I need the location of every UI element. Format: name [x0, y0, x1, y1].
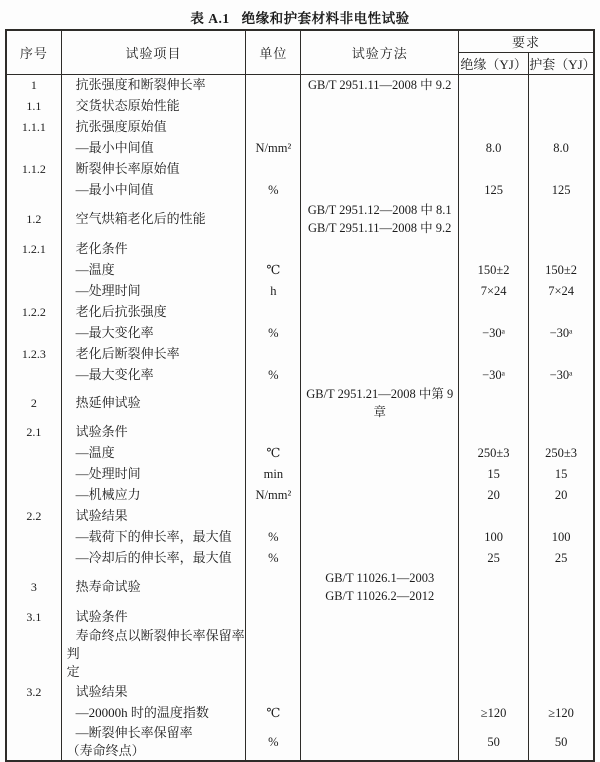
insulation-value-cell — [458, 606, 528, 627]
method-cell — [301, 627, 459, 681]
unit-cell: h — [246, 280, 301, 301]
sheath-value-cell: ≥120 — [529, 702, 594, 723]
unit-cell: % — [246, 526, 301, 547]
col-header-requirement: 要求 — [458, 30, 594, 52]
unit-cell — [246, 568, 301, 606]
unit-cell — [246, 627, 301, 681]
header-row-top — [6, 30, 594, 52]
method-cell — [301, 116, 459, 137]
table-row — [6, 606, 594, 627]
unit-cell: % — [246, 547, 301, 568]
unit-cell — [246, 421, 301, 442]
table-row — [6, 364, 594, 385]
sheath-value-cell: 8.0 — [529, 137, 594, 158]
item-cell: —冷却后的伸长率，最大值 — [61, 547, 246, 568]
item-cell: 空气烘箱老化后的性能 — [61, 200, 246, 238]
insulation-value-cell: 150±2 — [458, 259, 528, 280]
insulation-value-cell: 7×24 — [458, 280, 528, 301]
method-cell — [301, 95, 459, 116]
method-cell — [301, 343, 459, 364]
insulation-value-cell — [458, 627, 528, 681]
insulation-value-cell — [458, 568, 528, 606]
method-cell — [301, 301, 459, 322]
sheath-value-cell — [529, 385, 594, 421]
item-cell: 热延伸试验 — [61, 385, 246, 421]
table-row — [6, 343, 594, 364]
insulation-value-cell — [458, 505, 528, 526]
insulation-value-cell: 20 — [458, 484, 528, 505]
sheath-value-cell: 25 — [529, 547, 594, 568]
insulation-value-cell — [458, 385, 528, 421]
table-row — [6, 442, 594, 463]
row-no-cell — [6, 137, 61, 158]
unit-cell — [246, 116, 301, 137]
table-row — [6, 280, 594, 301]
sheath-value-cell — [529, 421, 594, 442]
insulation-value-cell — [458, 343, 528, 364]
table-row — [6, 116, 594, 137]
row-no-cell — [6, 322, 61, 343]
item-cell: 老化后断裂伸长率 — [61, 343, 246, 364]
sheath-value-cell — [529, 95, 594, 116]
insulation-value-cell — [458, 681, 528, 702]
sheath-value-cell — [529, 505, 594, 526]
col-header-sheath: 护套（YJ） — [529, 52, 594, 74]
item-cell: 老化条件 — [61, 238, 246, 259]
method-cell: GB/T 2951.12—2008 中 8.1 GB/T 2951.11—2008 中 9.2 — [301, 200, 459, 238]
item-cell: —机械应力 — [61, 484, 246, 505]
row-no-cell: 1.2.2 — [6, 301, 61, 322]
sheath-value-cell — [529, 74, 594, 95]
unit-cell — [246, 200, 301, 238]
row-no-cell: 1.2.3 — [6, 343, 61, 364]
method-cell — [301, 421, 459, 442]
unit-cell — [246, 681, 301, 702]
item-cell: —断裂伸长率保留率 （寿命终点） — [61, 723, 246, 761]
col-header-unit: 单位 — [246, 30, 301, 74]
row-no-cell: 3.2 — [6, 681, 61, 702]
table-row — [6, 568, 594, 606]
method-cell — [301, 463, 459, 484]
method-cell — [301, 505, 459, 526]
row-no-cell — [6, 484, 61, 505]
item-cell: 寿命终点以断裂伸长率保留率判 定 — [61, 627, 246, 681]
insulation-value-cell — [458, 95, 528, 116]
method-cell: GB/T 2951.21—2008 中第 9 章 — [301, 385, 459, 421]
unit-cell — [246, 301, 301, 322]
method-cell — [301, 137, 459, 158]
table-row — [6, 259, 594, 280]
insulation-value-cell: 125 — [458, 179, 528, 200]
table-row — [6, 484, 594, 505]
item-cell: —最小中间值 — [61, 137, 246, 158]
table-body — [6, 74, 594, 761]
method-cell — [301, 364, 459, 385]
table-row — [6, 179, 594, 200]
insulation-value-cell: 8.0 — [458, 137, 528, 158]
item-cell: —载荷下的伸长率，最大值 — [61, 526, 246, 547]
method-cell — [301, 158, 459, 179]
sheath-value-cell — [529, 238, 594, 259]
insulation-value-cell — [458, 200, 528, 238]
row-no-cell — [6, 702, 61, 723]
sheath-value-cell — [529, 606, 594, 627]
unit-cell — [246, 505, 301, 526]
item-cell: —最小中间值 — [61, 179, 246, 200]
table-row — [6, 301, 594, 322]
row-no-cell: 1.2.1 — [6, 238, 61, 259]
insulation-value-cell: −30ᵃ — [458, 322, 528, 343]
unit-cell — [246, 606, 301, 627]
non-electrical-test-table — [5, 29, 595, 762]
unit-cell — [246, 238, 301, 259]
item-cell: 抗张强度原始值 — [61, 116, 246, 137]
insulation-value-cell: 100 — [458, 526, 528, 547]
sheath-value-cell: 7×24 — [529, 280, 594, 301]
row-no-cell: 1.2 — [6, 200, 61, 238]
item-cell: —20000h 时的温度指数 — [61, 702, 246, 723]
row-no-cell — [6, 259, 61, 280]
insulation-value-cell: 15 — [458, 463, 528, 484]
unit-cell — [246, 158, 301, 179]
insulation-value-cell — [458, 158, 528, 179]
insulation-value-cell — [458, 301, 528, 322]
item-cell: —处理时间 — [61, 280, 246, 301]
item-cell: —温度 — [61, 442, 246, 463]
table-header — [6, 30, 594, 74]
item-cell: 热寿命试验 — [61, 568, 246, 606]
item-cell: —温度 — [61, 259, 246, 280]
table-row — [6, 238, 594, 259]
sheath-value-cell — [529, 627, 594, 681]
sheath-value-cell — [529, 681, 594, 702]
unit-cell — [246, 95, 301, 116]
item-cell: 试验结果 — [61, 505, 246, 526]
method-cell: GB/T 11026.1—2003 GB/T 11026.2—2012 — [301, 568, 459, 606]
unit-cell — [246, 343, 301, 364]
col-header-insulation: 绝缘（YJ） — [458, 52, 528, 74]
item-cell: 抗张强度和断裂伸长率 — [61, 74, 246, 95]
insulation-value-cell: 25 — [458, 547, 528, 568]
table-row — [6, 158, 594, 179]
item-cell: 老化后抗张强度 — [61, 301, 246, 322]
col-header-item: 试验项目 — [61, 30, 246, 74]
sheath-value-cell: 150±2 — [529, 259, 594, 280]
method-cell: GB/T 2951.11—2008 中 9.2 — [301, 74, 459, 95]
row-no-cell: 2.2 — [6, 505, 61, 526]
insulation-value-cell: −30ᵃ — [458, 364, 528, 385]
insulation-value-cell: 50 — [458, 723, 528, 761]
table-row — [6, 137, 594, 158]
row-no-cell — [6, 463, 61, 484]
row-no-cell — [6, 280, 61, 301]
table-row — [6, 74, 594, 95]
table-number-label: 表 A.1 — [190, 11, 230, 26]
sheath-value-cell — [529, 158, 594, 179]
sheath-value-cell: 100 — [529, 526, 594, 547]
unit-cell — [246, 74, 301, 95]
table-title — [0, 0, 600, 28]
sheath-value-cell: 50 — [529, 723, 594, 761]
unit-cell: ℃ — [246, 702, 301, 723]
row-no-cell — [6, 364, 61, 385]
sheath-value-cell: 20 — [529, 484, 594, 505]
row-no-cell: 1.1.2 — [6, 158, 61, 179]
method-cell — [301, 442, 459, 463]
item-cell: 断裂伸长率原始值 — [61, 158, 246, 179]
table-row — [6, 681, 594, 702]
sheath-value-cell: 15 — [529, 463, 594, 484]
sheath-value-cell — [529, 301, 594, 322]
item-cell: 试验条件 — [61, 421, 246, 442]
row-no-cell: 1 — [6, 74, 61, 95]
row-no-cell — [6, 442, 61, 463]
unit-cell: N/mm² — [246, 137, 301, 158]
row-no-cell — [6, 526, 61, 547]
row-no-cell: 3.1 — [6, 606, 61, 627]
sheath-value-cell — [529, 568, 594, 606]
row-no-cell: 2 — [6, 385, 61, 421]
method-cell — [301, 259, 459, 280]
unit-cell — [246, 385, 301, 421]
unit-cell: N/mm² — [246, 484, 301, 505]
unit-cell: % — [246, 179, 301, 200]
insulation-value-cell — [458, 421, 528, 442]
insulation-value-cell — [458, 238, 528, 259]
item-cell: —处理时间 — [61, 463, 246, 484]
table-row — [6, 95, 594, 116]
row-no-cell — [6, 547, 61, 568]
method-cell — [301, 723, 459, 761]
table-row — [6, 421, 594, 442]
table-row — [6, 702, 594, 723]
insulation-value-cell: 250±3 — [458, 442, 528, 463]
sheath-value-cell — [529, 116, 594, 137]
sheath-value-cell: 250±3 — [529, 442, 594, 463]
insulation-value-cell — [458, 74, 528, 95]
unit-cell: min — [246, 463, 301, 484]
insulation-value-cell: ≥120 — [458, 702, 528, 723]
unit-cell: ℃ — [246, 259, 301, 280]
item-cell: —最大变化率 — [61, 364, 246, 385]
item-cell: 试验条件 — [61, 606, 246, 627]
sheath-value-cell: −30ᵃ — [529, 364, 594, 385]
method-cell — [301, 702, 459, 723]
table-row — [6, 547, 594, 568]
method-cell — [301, 681, 459, 702]
table-row — [6, 505, 594, 526]
row-no-cell — [6, 627, 61, 681]
item-cell: —最大变化率 — [61, 322, 246, 343]
row-no-cell — [6, 723, 61, 761]
item-cell: 试验结果 — [61, 681, 246, 702]
method-cell — [301, 238, 459, 259]
table-row — [6, 322, 594, 343]
row-no-cell: 2.1 — [6, 421, 61, 442]
table-row — [6, 385, 594, 421]
item-cell: 交货状态原始性能 — [61, 95, 246, 116]
table-row — [6, 627, 594, 681]
method-cell — [301, 606, 459, 627]
col-header-method: 试验方法 — [301, 30, 459, 74]
sheath-value-cell: −30ᵃ — [529, 322, 594, 343]
sheath-value-cell — [529, 343, 594, 364]
unit-cell: % — [246, 364, 301, 385]
row-no-cell — [6, 179, 61, 200]
unit-cell: % — [246, 723, 301, 761]
col-header-no: 序号 — [6, 30, 61, 74]
sheath-value-cell: 125 — [529, 179, 594, 200]
method-cell — [301, 526, 459, 547]
table-row — [6, 723, 594, 761]
method-cell — [301, 179, 459, 200]
insulation-value-cell — [458, 116, 528, 137]
row-no-cell: 1.1.1 — [6, 116, 61, 137]
table-row — [6, 463, 594, 484]
table-row — [6, 200, 594, 238]
unit-cell: % — [246, 322, 301, 343]
unit-cell: ℃ — [246, 442, 301, 463]
method-cell — [301, 547, 459, 568]
table-caption: 绝缘和护套材料非电性试验 — [241, 11, 410, 26]
method-cell — [301, 322, 459, 343]
method-cell — [301, 484, 459, 505]
row-no-cell: 1.1 — [6, 95, 61, 116]
sheath-value-cell — [529, 200, 594, 238]
table-row — [6, 526, 594, 547]
method-cell — [301, 280, 459, 301]
row-no-cell: 3 — [6, 568, 61, 606]
